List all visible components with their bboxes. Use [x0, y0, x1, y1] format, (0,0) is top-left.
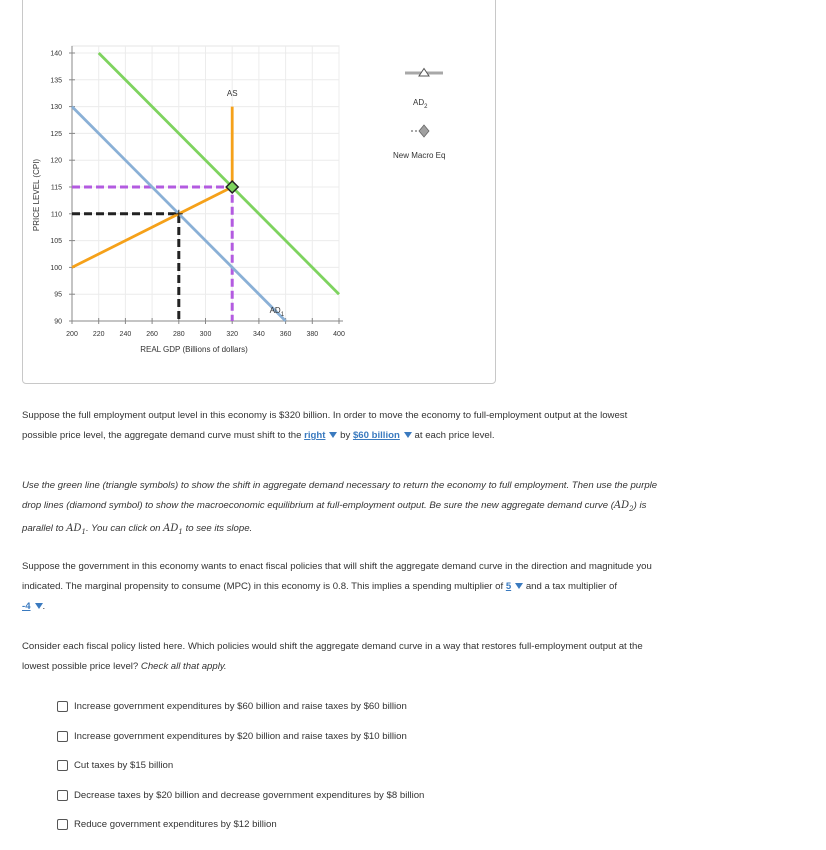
policy-option-1[interactable] — [57, 692, 424, 722]
x-tick-label: 320 — [226, 331, 239, 338]
question-3-line-b: lowest possible price level? Check all that apply. — [22, 661, 227, 672]
y-tick-label: 120 — [50, 157, 62, 165]
amount-dropdown-value: $60 billion — [352, 430, 400, 441]
y-tick-label: 105 — [50, 238, 62, 246]
policy-option-label: Cut taxes by $15 billion — [74, 760, 174, 772]
tax-multiplier-dropdown[interactable] — [22, 601, 43, 612]
y-tick-label: 125 — [50, 130, 62, 138]
checkbox[interactable] — [57, 701, 68, 712]
spending-multiplier-dropdown[interactable] — [506, 581, 523, 592]
question-2-text-c: and a tax multiplier of — [525, 581, 618, 592]
tax-multiplier-value: -4 — [22, 601, 31, 612]
question-3 — [22, 637, 802, 677]
amount-dropdown[interactable] — [353, 430, 412, 441]
question-1-text-c: by — [340, 430, 351, 441]
x-tick-label: 360 — [279, 331, 292, 338]
instructions-line-3: parallel to $AD_1$. You can click on $AD_1$ to see its slope. — [22, 523, 253, 536]
x-tick-label: 300 — [199, 331, 212, 338]
x-tick-label: 240 — [119, 331, 132, 338]
y-tick-label: 115 — [50, 184, 62, 192]
question-2 — [22, 557, 802, 617]
ad2-math: $AD_2$ — [613, 500, 634, 513]
policy-option-label: Increase government expenditures by $60 billion and raise taxes by $60 billion — [74, 701, 407, 713]
x-tick-label: 280 — [172, 331, 185, 338]
legend-diamond-icon[interactable] — [419, 125, 429, 137]
checkbox[interactable] — [57, 760, 68, 771]
ad1-math-2: $AD_1$ — [163, 523, 183, 536]
y-tick-label: 110 — [50, 211, 62, 219]
legend-ad2-label: $AD_2$ — [413, 98, 428, 110]
policy-options — [57, 692, 424, 840]
y-tick-label: 135 — [50, 77, 62, 85]
check-all-note: Check all that apply. — [140, 661, 227, 672]
instructions-line-1: Use the green line (triangle symbols) to show the shift in aggregate demand necessary to return the economy to full employment. Then use the purple — [22, 480, 658, 491]
ad-as-graph[interactable] — [23, 0, 497, 385]
x-tick-label: 200 — [66, 331, 78, 338]
instructions-line-2: drop lines (diamond symbol) to show the macroeconomic equilibrium at full-employment output. Be sure the new aggregate demand curve $(AD_2)$ is — [22, 500, 647, 513]
instructions — [22, 476, 802, 542]
direction-dropdown[interactable] — [304, 430, 337, 441]
x-tick-label: 340 — [253, 331, 265, 338]
legend-eq-label: New Macro Eq — [393, 151, 446, 160]
policy-option-5[interactable] — [57, 810, 424, 840]
policy-option-label: Increase government expenditures by $20 billion and raise taxes by $10 billion — [74, 730, 407, 742]
question-2-text-b: indicated. The marginal propensity to consume (MPC) in this economy is 0.8. This implies a spending multiplier of — [22, 581, 504, 592]
spending-multiplier-value: 5 — [505, 581, 512, 592]
chevron-down-icon — [35, 603, 43, 609]
chevron-down-icon — [515, 583, 523, 589]
ad1-math: $AD_1$ — [66, 523, 86, 536]
question-2-line-c — [22, 597, 802, 617]
policy-option-2[interactable] — [57, 722, 424, 752]
question-2-line-a: Suppose the government in this economy wants to enact fiscal policies that will shift the aggregate demand curve in the direction and magnitude you — [22, 561, 652, 572]
question-1-line-b — [22, 426, 802, 446]
policy-option-4[interactable] — [57, 781, 424, 811]
question-1-line-a: Suppose the full employment output level in this economy is $320 billion. In order to move the economy to full-employment output at the lowest — [22, 410, 628, 421]
graph-panel — [22, 0, 496, 384]
checkbox[interactable] — [57, 790, 68, 801]
x-tick-label: 260 — [146, 331, 158, 338]
chevron-down-icon — [404, 432, 412, 438]
checkbox[interactable] — [57, 819, 68, 830]
x-tick-label: 380 — [306, 331, 319, 338]
chevron-down-icon — [329, 432, 337, 438]
y-axis-title: PRICE LEVEL (CPI) — [32, 158, 41, 232]
question-1-text-d: at each price level. — [414, 430, 495, 441]
y-tick-label: 130 — [50, 104, 62, 112]
policy-option-label: Decrease taxes by $20 billion and decrease government expenditures by $8 billion — [74, 789, 425, 801]
ad1-label: $AD_1$ — [269, 305, 285, 318]
checkbox[interactable] — [57, 731, 68, 742]
question-1 — [22, 406, 802, 446]
y-tick-label: 95 — [54, 291, 62, 299]
legend — [393, 69, 445, 161]
x-tick-label: 400 — [333, 331, 345, 338]
as-label: AS — [226, 88, 238, 98]
policy-option-label: Reduce government expenditures by $12 billion — [74, 819, 277, 831]
y-tick-label: 140 — [50, 50, 62, 58]
policy-option-3[interactable] — [57, 751, 424, 781]
x-axis-title: REAL GDP (Billions of dollars) — [140, 345, 248, 354]
ad2-curve[interactable] — [99, 53, 339, 294]
question-2-end: . — [42, 601, 46, 612]
y-tick-label: 100 — [50, 264, 62, 272]
question-1-text-b: possible price level, the aggregate demand curve must shift to the — [22, 430, 302, 441]
x-tick-label: 220 — [92, 331, 105, 338]
direction-dropdown-value: right — [304, 430, 326, 441]
question-3-line-a: Consider each fiscal policy listed here. Which policies would shift the aggregate demand curve in a way that restores full-employment output at the — [22, 641, 643, 652]
y-tick-label: 90 — [54, 318, 62, 326]
question-2-line-b — [22, 577, 802, 597]
